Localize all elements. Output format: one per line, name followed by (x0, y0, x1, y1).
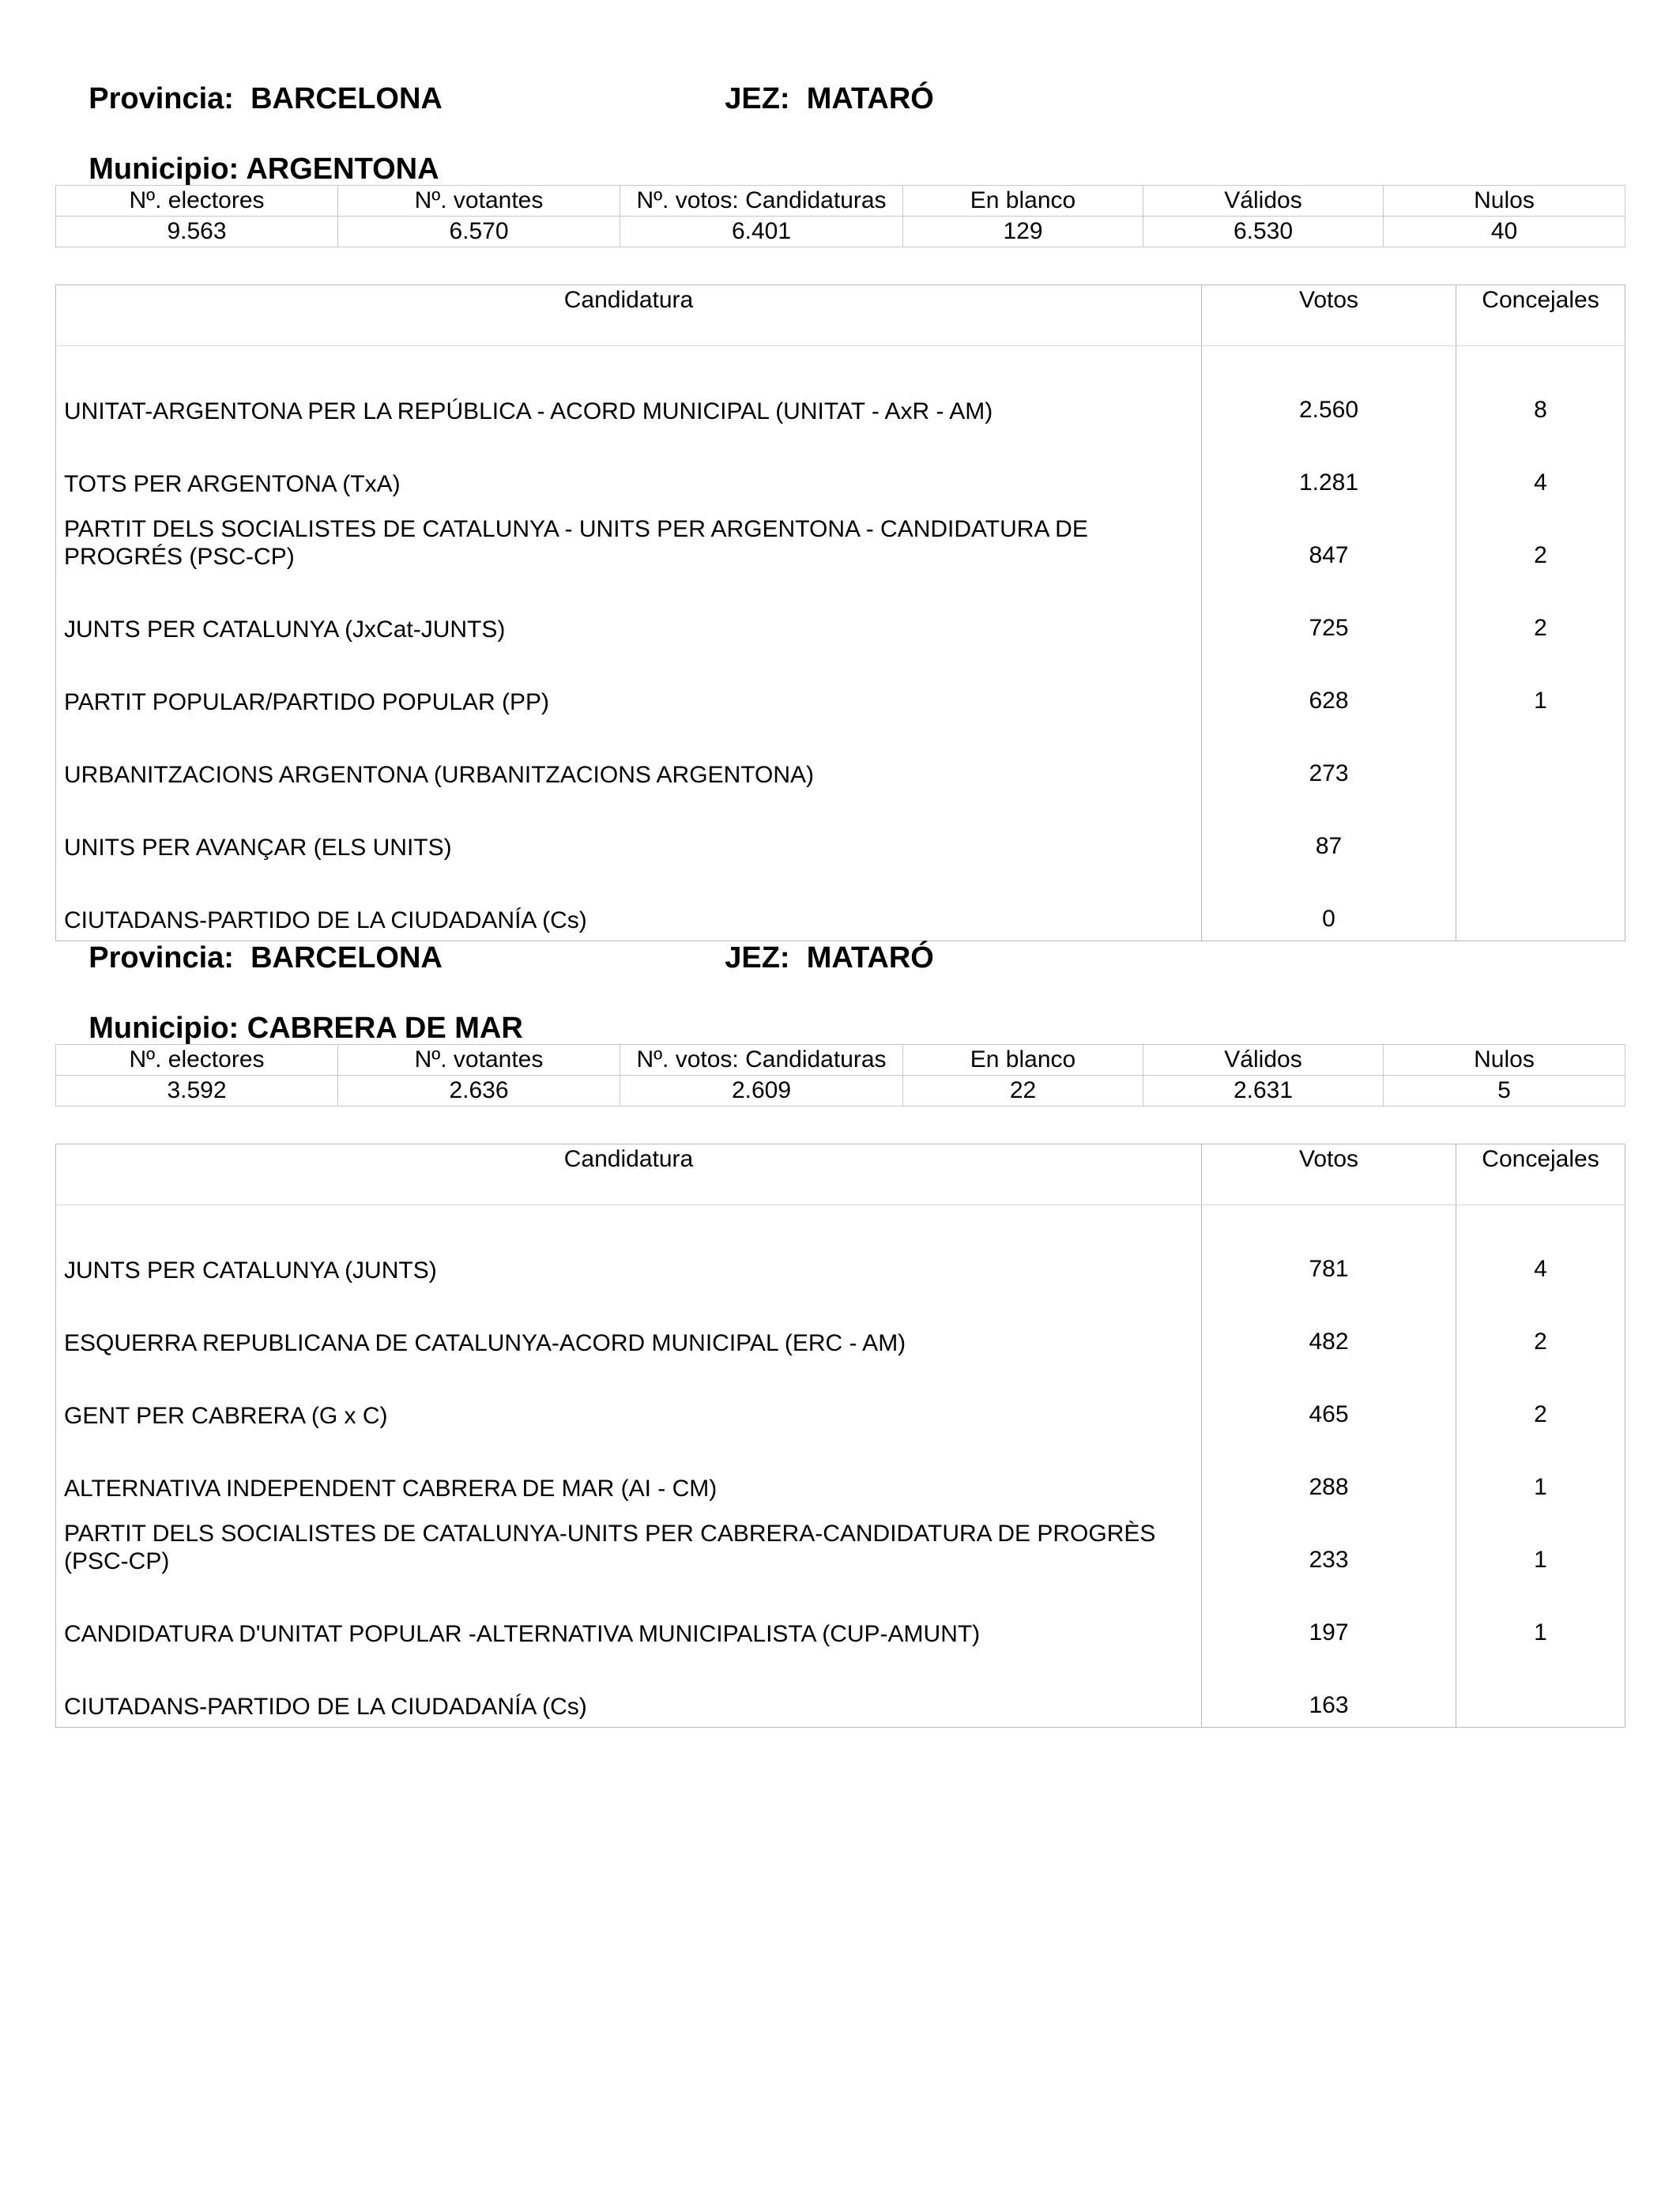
results-header-concejales: Concejales (1456, 1144, 1625, 1205)
votos-cell: 847 (1202, 504, 1456, 577)
municipality-section-cabrera-de-mar (55, 913, 1625, 1720)
concejales-cell: 2 (1456, 577, 1625, 650)
summary-header-electores: Nº. electores (56, 1045, 338, 1076)
municipio-label: Municipio: (89, 153, 239, 186)
municipio-value: ARGENTONA (246, 153, 439, 186)
table-row (56, 346, 1625, 432)
votos-cell: 465 (1202, 1363, 1456, 1436)
summary-header-votantes: Nº. votantes (338, 1045, 620, 1076)
municipio-value: CABRERA DE MAR (247, 1012, 523, 1045)
votos-cell: 628 (1202, 650, 1456, 722)
votos-cell: 197 (1202, 1581, 1456, 1654)
votos-cell: 87 (1202, 795, 1456, 868)
summary-header-electores: Nº. electores (56, 186, 338, 217)
jez-heading (691, 54, 934, 144)
provincia-label: Provincia: (89, 941, 234, 974)
provincia-label: Provincia: (89, 82, 234, 115)
table-row (56, 650, 1625, 722)
candidatura-cell: JUNTS PER CATALUNYA (JxCat-JUNTS) (56, 577, 1202, 650)
results-header-candidatura: Candidatura (56, 1144, 1202, 1205)
summary-value-votantes: 2.636 (338, 1076, 620, 1106)
summary-table (55, 1044, 1625, 1106)
candidatura-cell: GENT PER CABRERA (G x C) (56, 1363, 1202, 1436)
summary-value-electores: 3.592 (56, 1076, 338, 1106)
jez-value: MATARÓ (806, 82, 934, 115)
candidatura-cell: CANDIDATURA D'UNITAT POPULAR -ALTERNATIVA MUNICIPALISTA (CUP-AMUNT) (56, 1581, 1202, 1654)
candidatura-cell: PARTIT DELS SOCIALISTES DE CATALUNYA-UNITS PER CABRERA-CANDIDATURA DE PROGRÈS (PSC-CP) (56, 1509, 1202, 1581)
concejales-cell: 2 (1456, 1363, 1625, 1436)
concejales-cell: 4 (1456, 1205, 1625, 1291)
summary-value-nulos: 5 (1384, 1076, 1625, 1106)
summary-value-validos: 6.530 (1143, 217, 1384, 247)
summary-header-votos-candidaturas: Nº. votos: Candidaturas (620, 186, 903, 217)
table-row (56, 1581, 1625, 1654)
candidatura-cell: PARTIT DELS SOCIALISTES DE CATALUNYA - UNITS PER ARGENTONA - CANDIDATURA DE PROGRÉS (PSC-CP) (56, 504, 1202, 577)
summary-header-validos: Válidos (1143, 186, 1384, 217)
candidatura-cell: JUNTS PER CATALUNYA (JUNTS) (56, 1205, 1202, 1291)
concejales-cell (1456, 1654, 1625, 1728)
table-row (56, 1654, 1625, 1728)
votos-cell: 725 (1202, 577, 1456, 650)
candidatura-cell: UNITAT-ARGENTONA PER LA REPÚBLICA - ACORD MUNICIPAL (UNITAT - AxR - AM) (56, 346, 1202, 432)
results-table (55, 285, 1625, 941)
concejales-cell (1456, 795, 1625, 868)
votos-cell: 273 (1202, 722, 1456, 795)
candidatura-cell: ALTERNATIVA INDEPENDENT CABRERA DE MAR (AI - CM) (56, 1436, 1202, 1509)
table-row (56, 1509, 1625, 1581)
provincia-value: BARCELONA (250, 82, 443, 115)
results-header-votos: Votos (1202, 1144, 1456, 1205)
summary-value-electores: 9.563 (56, 217, 338, 247)
summary-value-row (56, 1076, 1625, 1106)
summary-value-votos-candidaturas: 6.401 (620, 217, 903, 247)
table-row (56, 1363, 1625, 1436)
summary-value-row (56, 217, 1625, 247)
candidatura-cell: ESQUERRA REPUBLICANA DE CATALUNYA-ACORD MUNICIPAL (ERC - AM) (56, 1291, 1202, 1363)
concejales-cell: 8 (1456, 346, 1625, 432)
summary-value-votos-candidaturas: 2.609 (620, 1076, 903, 1106)
votos-cell: 0 (1202, 868, 1456, 941)
concejales-cell (1456, 722, 1625, 795)
summary-header-votos-candidaturas: Nº. votos: Candidaturas (620, 1045, 903, 1076)
results-header-votos: Votos (1202, 285, 1456, 346)
concejales-cell: 1 (1456, 650, 1625, 722)
concejales-cell: 2 (1456, 504, 1625, 577)
candidatura-cell: PARTIT POPULAR/PARTIDO POPULAR (PP) (56, 650, 1202, 722)
summary-header-nulos: Nulos (1384, 186, 1625, 217)
jez-label: JEZ: (725, 941, 790, 974)
concejales-cell: 1 (1456, 1436, 1625, 1509)
summary-header-row (56, 1045, 1625, 1076)
summary-value-en-blanco: 22 (903, 1076, 1143, 1106)
summary-value-validos: 2.631 (1143, 1076, 1384, 1106)
summary-header-votantes: Nº. votantes (338, 186, 620, 217)
summary-value-votantes: 6.570 (338, 217, 620, 247)
results-header-candidatura: Candidatura (56, 285, 1202, 346)
summary-header-nulos: Nulos (1384, 1045, 1625, 1076)
provincia-value: BARCELONA (250, 941, 443, 974)
jez-label: JEZ: (725, 82, 790, 115)
summary-value-en-blanco: 129 (903, 217, 1143, 247)
municipio-label: Municipio: (89, 1012, 239, 1045)
summary-header-en-blanco: En blanco (903, 1045, 1143, 1076)
summary-header-en-blanco: En blanco (903, 186, 1143, 217)
candidatura-cell: CIUTADANS-PARTIDO DE LA CIUDADANÍA (Cs) (56, 868, 1202, 941)
municipality-section-argentona (55, 54, 1625, 933)
results-header-row (56, 1144, 1625, 1205)
votos-cell: 1.281 (1202, 432, 1456, 504)
table-row (56, 1205, 1625, 1291)
results-table (55, 1144, 1625, 1728)
candidatura-cell: TOTS PER ARGENTONA (TxA) (56, 432, 1202, 504)
results-header-concejales: Concejales (1456, 285, 1625, 346)
table-row (56, 504, 1625, 577)
table-row (56, 432, 1625, 504)
votos-cell: 288 (1202, 1436, 1456, 1509)
summary-table (55, 185, 1625, 247)
table-row (56, 795, 1625, 868)
jez-heading (691, 913, 934, 1003)
summary-value-nulos: 40 (1384, 217, 1625, 247)
table-row (56, 1291, 1625, 1363)
table-row (56, 577, 1625, 650)
concejales-cell: 1 (1456, 1581, 1625, 1654)
table-row (56, 1436, 1625, 1509)
votos-cell: 781 (1202, 1205, 1456, 1291)
votos-cell: 233 (1202, 1509, 1456, 1581)
votos-cell: 482 (1202, 1291, 1456, 1363)
concejales-cell: 4 (1456, 432, 1625, 504)
votos-cell: 2.560 (1202, 346, 1456, 432)
table-row (56, 722, 1625, 795)
candidatura-cell: URBANITZACIONS ARGENTONA (URBANITZACIONS ARGENTONA) (56, 722, 1202, 795)
jez-value: MATARÓ (806, 941, 934, 974)
concejales-cell: 2 (1456, 1291, 1625, 1363)
summary-header-validos: Válidos (1143, 1045, 1384, 1076)
concejales-cell: 1 (1456, 1509, 1625, 1581)
votos-cell: 163 (1202, 1654, 1456, 1728)
summary-header-row (56, 186, 1625, 217)
results-header-row (56, 285, 1625, 346)
candidatura-cell: UNITS PER AVANÇAR (ELS UNITS) (56, 795, 1202, 868)
candidatura-cell: CIUTADANS-PARTIDO DE LA CIUDADANÍA (Cs) (56, 1654, 1202, 1728)
